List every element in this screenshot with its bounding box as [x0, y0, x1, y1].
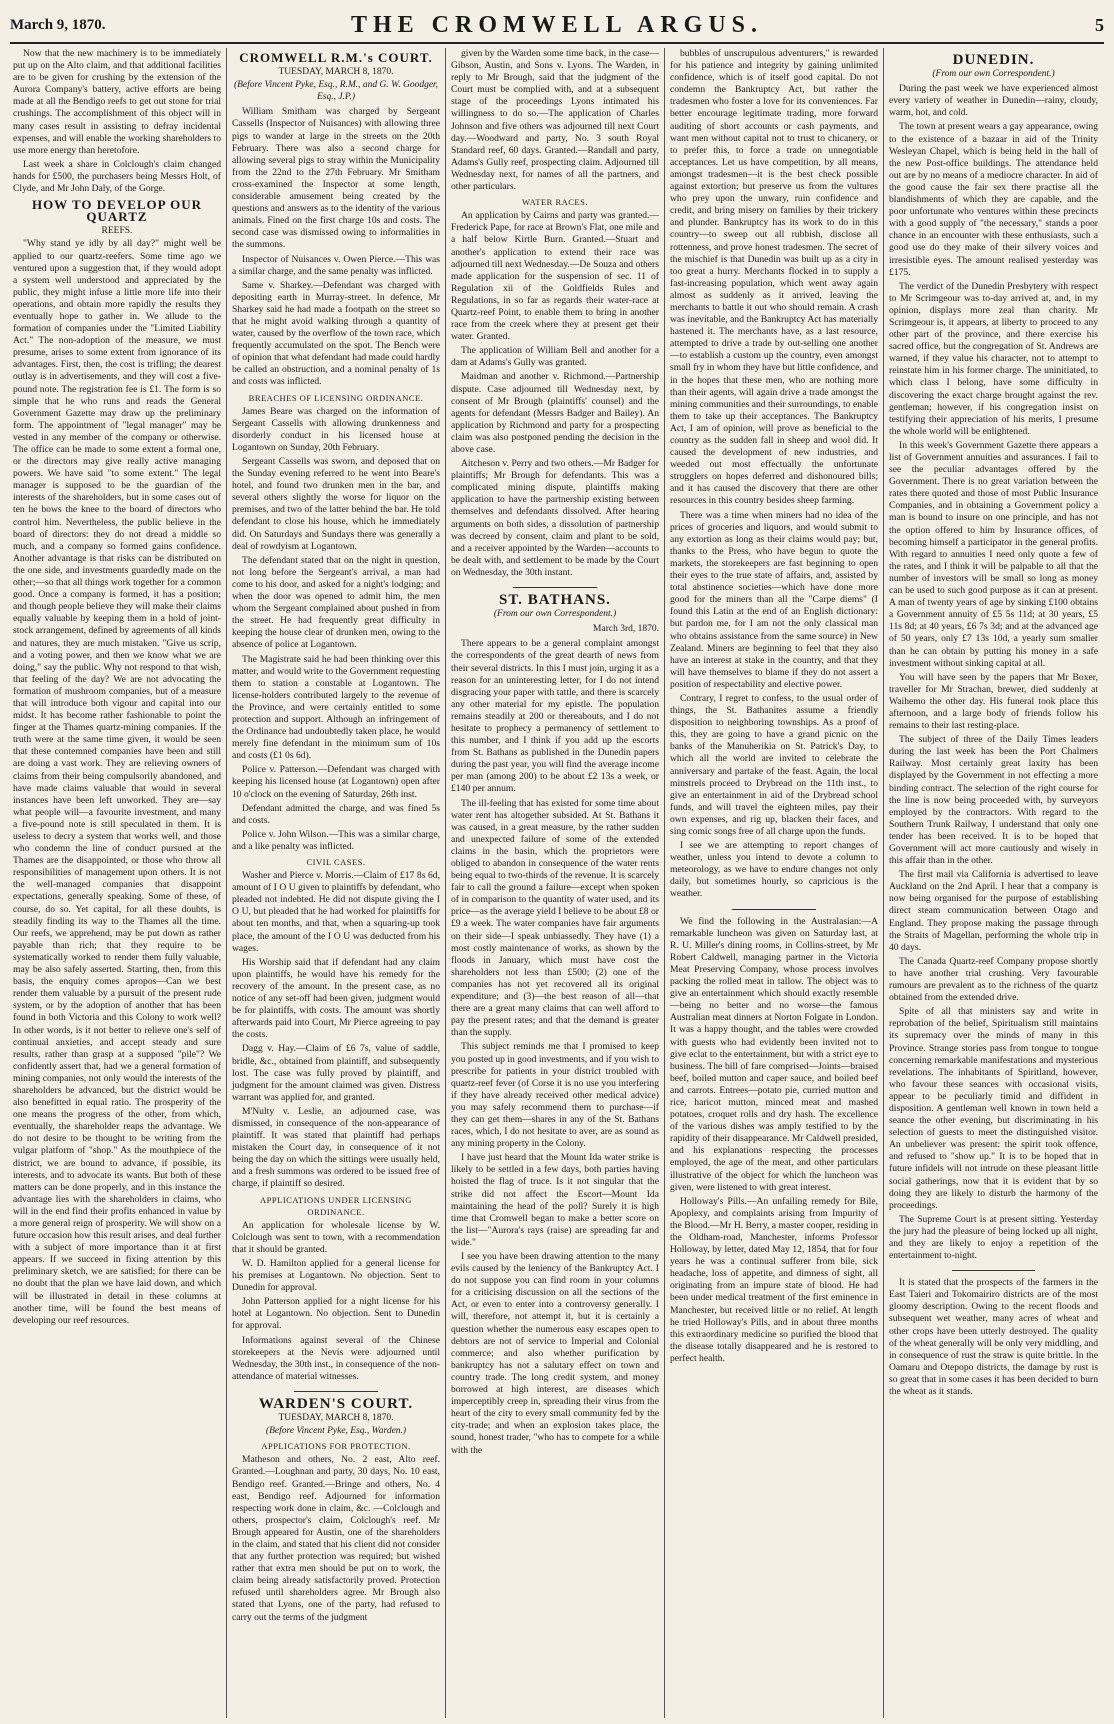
correspondent-line: (From our own Correspondent.): [932, 69, 1055, 80]
paragraph: The subject of three of the Daily Times leaders during the last week has been the Port Chalmers Railway. Most certainly great laxity has been displayed by the Government in not effecting a more binding contract. The selection of the right course for the line is now being proceeded with, by surveyors employed by the contractors. With regard to the Southern Trunk Railway, I understand that only one tender has been received. It is to be hoped that Government will act more cautiously and wisely in this affair than in the other.: [889, 734, 1098, 867]
subsection-heading: CIVIL CASES.: [306, 857, 366, 867]
paragraph: You will have seen by the papers that Mr Boxer, traveller for Mr Strachan, brewer, died suddenly at Waihemo the other day. His funeral took place this afternoon, and a large body of friends follow his remains to their last resting-place.: [889, 671, 1098, 732]
paragraph: The town at present wears a gay appearance, owing to the existence of a bazaar in aid of the Trinity Wesleyan Chapel, which is being held in the hall of the new Post-office buildings. The attendance held out are by no means of a mediocre character. In aid of the good cause the fair sex there practise all the blandishments of which they are capable, and the poor unfortunate who ventures within these precincts with a good supply of "the necessary," stands a poor chance in an encounter with these enthusiasts, such a good use do they make of their silvery voices and irresistible eyes. The amount realised yesterday was £175.: [889, 121, 1098, 278]
divider: [732, 909, 815, 910]
column-5: [884, 48, 1103, 1718]
paragraph: The Canada Quartz-reef Company propose shortly to have another trial crushing. Very favourable rumours are prevalent as to the richness of the quartz obtained from the extended drive.: [889, 955, 1098, 1004]
paragraph: The first mail via California is advertised to leave Auckland on the 2nd April. I hear that a company is now being organised for the purpose of establishing direct steam communication between Otago and England. They propose making the passage through the Straits of Magellan, performing the whole trip in 40 days.: [889, 869, 1098, 953]
paragraph: Maidman and another v. Richmond.—Partnership dispute. Case adjourned till Wednesday next, by consent of Mr Brough (plaintiffs' counsel) and the agents for defendant (Messrs Badger and Bailey). An application by Richmond and party for a prospecting claim was also postponed pending the decision in the above case.: [451, 371, 659, 455]
paragraph: bubbles of unscrupulous adventurers," is rewarded for his patience and integrity by gaining unlimited confidence, which is of itself good capital. Do not condemn the Bankruptcy Act, but rather the tradesmen who foster a love for its conveniences. Far better encourage legitimate trading, more forward auditing of short accounts or cash payments, and want men without capital not to trust to chicanery, or to prefer this, to force a trade on unnegotiable acceptances. Let us have competition, by all means, amongst tradesmen—it is the best check possible against extortion; but preserve us from the vultures who prey upon the unwary, ruin confidence and credit, and bring misery on families by their trickery and plunder. Bankruptcy has its work to do in this country—to sweep out all rubbish, disclose all rottenness, and prove honest tradesmen. The secret of the mischief is that Dunedin was built up as a city in too great a hurry. Merchants flocked in to supply a fast-increasing population, which went away again almost as suddenly as it arrived, leaving the merchants to battle it out who should remain. A crash was inevitable, and the Bankruptcy Act has materially hastened it. The merchants have, as a last resource, attempted to drive a trade by out-selling one another—to establish a custom up the country, even amongst small fry in whom they have but little confidence, and in the hopes that these men, who are nothing more than their agents, will again drive a trade amongst the mining communities and their surroundings, to enable them to take up their acceptances. The Bankruptcy Act, I am of opinion, will prove as beneficial to the country as the sudden fall in sheep and wool did. It caused the development of new industries, and weeded out most effectually the unfortunate strugglers on hopes deferred and dishonoured bills; and it has caused the discovery that there are other resources in this country besides sheep farming.: [670, 48, 878, 507]
paragraph: The ill-feeling that has existed for some time about water rent has altogether subsided. At St. Bathans it was caused, in a great measure, by the rather sudden and unexpected failure of some of the extended claims in the basin, which the proprietors were obliged to abandon in consequence of the water rents being equal to two-thirds of the revenue. It is scarcely fair to call the ground a failure—except when spoken of in comparison to the quantity of water used, and its price—as the average yield I believe to be about £8 or £9 a week. The water companies have fair arguments on their side—I speak unbiassedly. They have (1) a most costly maintenance of works, as shown by the floods in January, which must have cost the shareholders not less than £500; (2) one of the companies has not yet recovered all its original expenditure; and (3)—the best reason of all—that there are a great many claims that can well afford to pay the present rates; and that the demand is greater than the supply.: [451, 797, 659, 1039]
paragraph: In this week's Government Gazette there appears a list of Government annuities and assurances. I fail to see the peculiar advantages offered by the Government. There is no great variation between the rates there quoted and those of most Public Insurance Companies, and in obtaining a Government policy a man is bound to insure on one principle, and has not the option offered to him by Insurance offices, of becoming himself a participator in the general profits. With regard to annuities I need only quote a few of the rates, and I think it will be palpable to all that the number of investors will be small so long as money can be used to such good purpose as it can at present. A man of twenty years of age by sinking £100 obtains a Government annuity of £5 5s 11d; at 30 years, £5 11s 8d; at 40 years, £6 7s 3d; and at the advanced age of 50 years, only £7 13s 10d, a yearly sum smaller than he can obtain by putting his money in a safe investment without sinking capital at all.: [889, 439, 1098, 669]
subsection-heading: APPLICATIONS FOR PROTECTION.: [261, 1441, 411, 1452]
column-1: [8, 48, 227, 1718]
section-date: TUESDAY, MARCH 8, 1870.: [278, 1413, 394, 1424]
paragraph: His Worship said that if defendant had any claim upon plaintiffs, he would have his remedy for the recovery of the amount. In the present case, as no notice of any set-off had been given, judgment would be for plaintiffs, with costs. The amount was shortly afterwards paid into Court, Mr Pierce agreeing to pay the costs.: [232, 956, 440, 1041]
paragraph: Sergeant Cassells was sworn, and deposed that on the Sunday evening referred to he went into Beare's hotel, and found two drunken men in the bar, and several others slightly the worse for liquor on the premises, and two of the latter behind the bar. He told defendant to close his house, which he immediately did. On Saturdays and Sundays there was generally a deal of rowdyism at Logantown.: [232, 456, 440, 552]
section-date: TUESDAY, MARCH 8, 1870.: [278, 67, 394, 78]
page-number: 5: [1095, 14, 1104, 35]
masthead: [10, 8, 1104, 44]
paragraph: M'Nulty v. Leslie, an adjourned case, was dismissed, in consequence of the non-appearance of plaintiff. It was stated that plaintiff had perhaps mistaken the Court day, in consequence of it not being the day on which the sittings were usually held, and a fresh summons was ordered to be issued free of charge, if plaintiff so desired.: [232, 1105, 440, 1190]
section-bench: (Before Vincent Pyke, Esq., R.M., and G. W. Goodger, Esq., J.P.): [233, 80, 439, 103]
paragraph: given by the Warden some time back, in the case—Gibson, Austin, and Sons v. Lyons. The Warden, in reply to Mr Brough, said that the judgment of the Court must be complied with, and at a subsequent stage of the proceedings Lyons intimated his willingness to do so.—The application of Charles Johnson and five others was adjourned till next Court day.—Woodward and party, No. 3 south Royal Standard reef, 60 days. Granted.—Randall and party, Adams's Gully reef, prospecting claim. Adjourned till Wednesday next, for names of all the partners, and other particulars.: [451, 48, 659, 193]
divider: [952, 1270, 1036, 1271]
paragraph: Now that the new machinery is to be immediately put up on the Alto claim, and that additional facilities are to be given for crushing by the extension of the Aurora Company's battery, active efforts are being made at all the Bendigo reefs to get out stone for trial crushings. The accomplishment of this object will in many cases result in assisting to defray incidental expenses, and will enable the working shareholders to use more energy than heretofore.: [13, 48, 221, 156]
paragraph: Washer and Pierce v. Morris.—Claim of £17 8s 6d, amount of I O U given to plaintiffs by defendant, who pleaded not indebted. He did not dispute giving the I O U, but pleaded that he had worked for plaintiffs for about ten months, and that, when a squaring-up took place, the amount of the I O U was deducted from his wages.: [232, 870, 440, 954]
paragraph: Last week a share in Colclough's claim changed hands for £500, the purchasers being Messrs Holt, of Clyde, and Mr John Daly, of the Gorge.: [13, 158, 221, 195]
column-4: [665, 48, 884, 1718]
dateline: March 3rd, 1870.: [593, 624, 659, 635]
divider: [513, 587, 596, 588]
newspaper-title: THE CROMWELL ARGUS.: [350, 11, 764, 38]
issue-date: March 9, 1870.: [10, 16, 106, 33]
paragraph: We find the following in the Australasian:—A remarkable luncheon was given on Saturday last, at R. U. Miller's dining rooms, in Collins-street, by Mr Robert Caldwell, managing partner in the Victoria Meat Preserving Company, whose process involves packing the rolled meat in tallow. The object was to give an entertainment which should exactly resemble—being no better and no worse—the famous Australian meat dinners at Norton Folgate in London. It was a happy thought, and the tables were crowded with guests who had evidently been invited not to give eclat to the entertainment, but with a strict eye to business. The bill of fare comprised—Joints—braised beef, boiled mutton and caper sauce, and boiled beef and carrots. Entrees—potato pie, curried mutton and rice, haricot mutton, minced meat and mashed potatoes, croquet rolls and dry hash. The excellence of the various dishes was amply testified to by the rapidity of their disappearance. Mr Caldwell presided, and his explanations respecting the processes employed, the age of the meat, and other particulars illustrative of the object for which the luncheon was given, were listened to with great interest.: [670, 915, 878, 1193]
paragraph: Inspector of Nuisances v. Owen Pierce.—This was a similar charge, and the same penalty was inflicted.: [232, 253, 440, 277]
paragraph: There appears to be a general complaint amongst the correspondents of the great dearth of news from their several districts. In this I must join, urging it as a reason for an uninteresting letter, for I do not intend disgracing your paper with tattle, and there is scarcely any other material for my epistle. The population remains steadily at 200 or thereabouts, and I do not hesitate to prophecy a permanency of settlement to this number, and I think if you add up the escorts from St. Bathans as published in the Dunedin papers during the past year, you will find the average income per man (among 200) to be about £2 13s a week, or £140 per annum.: [451, 638, 659, 795]
paragraph: The Magistrate said he had been thinking over this matter, and would write to the Government requesting them to station a constable at Logantown. The license-holders contributed largely to the revenue of the Province, and were certainly entitled to some protection and support. Although an infringement of the Ordinance had undoubtedly taken place, he would merely fine defendant in the minimum sum of 10s and costs (£1 0s 6d).: [232, 653, 440, 762]
paragraph: An application by Cairns and party was granted.—Frederick Pape, for race at Brown's Flat, one mile and a half below Kirtle Burn. Granted.—Stuart and another's application to extend their race was adjourned till next Wednesday.—De Souza and others made application for the suspension of sec. 11 of Regulation xii of the Goldfields Rules and Regulations, in so far as regards their water-race at Quartz-reef Point, to enable them to bring in another race from the creek where they at present get their water. Granted.: [451, 210, 659, 343]
paragraph: The application of William Bell and another for a dam at Adams's Gully was granted.: [451, 345, 659, 369]
section-title: ST. BATHANS.: [499, 592, 611, 609]
paragraph: Police v. John Wilson.—This was a similar charge, and a like penalty was inflicted.: [232, 828, 440, 852]
paragraph: The verdict of the Dunedin Presbytery with respect to Mr Scrimgeour was to-day arrived at, and, in my opinion, displays more zeal than charity. Mr Scrimgeour is, it appears, at liberty to proceed to any other part of the province, and there exercise his sacred office, but the congregation of St. Andrews are warned, if they value his character, not to attempt to reinstate him in his former charge. The uninitiated, to which class I belong, have some difficulty in discovering the exact charge brought against the rev. gentleman; however, if his congregation insist on testifying their appreciation of his merits, I presume the whole world will be enlightened.: [889, 280, 1098, 437]
subsection-heading: WATER RACES.: [522, 197, 588, 208]
paragraph: Aitcheson v. Perry and two others.—Mr Badger for plaintiffs; Mr Brough for defendants. This was a complicated mining dispute, plaintiffs making application to have the partnership existing between themselves and defendants dissolved. After hearing arguments on both sides, a dissolution of partnership was decreed by consent, claim and plant to be sold, and a receiver appointed by the Warden—accounts to be dealt with, and settlement to be made by the Court on Wednesday, the 30th instant.: [451, 458, 659, 578]
paragraph: Defendant admitted the charge, and was fined 5s and costs.: [232, 802, 440, 826]
paragraph: John Patterson applied for a night license for his hotel at Logantown. No objection. Sent to Dunedin for approval.: [232, 1296, 440, 1332]
correspondent-line: (From our own Correspondent.): [493, 609, 617, 620]
paragraph: This subject reminds me that I promised to keep you posted up in good investments, and if you wish to prescribe for patients in your district troubled with quartz-reef fever (of Corse it is no use you interfering if they have already received other medical advice) you may safely recommend them to purchase—if they can get them—shares in any of the St. Bathans races, which, I do not hesitate to aver, are as sound as any mining property in the Colony.: [451, 1041, 659, 1150]
paragraph: The Supreme Court is at present sitting. Yesterday the jury had the pleasure of being locked up all night, and they are likely to enjoy a repetition of the entertainment to-night.: [889, 1213, 1098, 1262]
paragraph: James Beare was charged on the information of Sergeant Cassells with allowing drunkenness and disorderly conduct in his licensed house at Logantown on Sunday, 20th February.: [232, 405, 440, 453]
paragraph: Spite of all that ministers say and write in reprobation of the belief, Spiritualism still maintains its supremacy over the minds of many in this Province. Strange stories pass from tongue to tongue concerning remarkable manifestations and mysterious revelations. The inhabitants of Spiritland, however, who favour these seances with occasional visits, appear to be peculiarly timid and diffident in disposition. A gentleman well known in town held a seance the other evening, but discriminating in his selection of guests to meet the distinguished visitor. An unbeliever was present: the spirit took offence, and refused to "show up." It is to be hoped that in future infidels will not intrude on these pleasant little social gatherings, now that it is evident that by so doing they are likely to disturb the harmony of the proceedings.: [889, 1006, 1098, 1211]
paragraph: Police v. Patterson.—Defendant was charged with keeping his licensed house (at Logantown) open after 10 o'clock on the evening of Saturday, 26th inst.: [232, 764, 440, 800]
column-3: [446, 48, 665, 1718]
paragraph: W. D. Hamilton applied for a general license for his premises at Logantown. No objection. Sent to Dunedin for approval.: [232, 1258, 440, 1294]
paragraph: William Smitham was charged by Sergeant Cassells (Inspector of Nuisances) with allowing three pigs to wander at large in the streets on the 20th February. There was also a second charge for allowing several pigs to stray within the Municipality from the 22nd to the 27th February. Mr Smitham cross-examined the Inspector at some length, considerable amusement being created by the questions and answers as to the identity of the various animals. Fined on the first charge 10s and costs. The second case was dismissed owing to informalities in the summons.: [232, 106, 440, 251]
article-heading: HOW TO DEVELOP OUR QUARTZ: [31, 197, 203, 225]
paragraph: During the past week we have experienced almost every variety of weather in Dunedin—rainy, cloudy, warm, hot, and cold.: [889, 83, 1098, 119]
paragraph: Informations against several of the Chinese storekeepers at the Nevis were adjourned until Wednesday, the 30th inst., in consequence of the non-attendance of material witnesses.: [232, 1334, 440, 1382]
paragraph: I have just heard that the Mount Ida water strike is likely to be settled in a few days, both parties having hoisted the flag of truce. Is it not singular that the strike did not affect the Escort—Mount Ida maintaining the head of the poll? Surely it is high time that Cromwell began to make a better score on the list—"Aurora's rays (raise) are spreading far and wide.": [451, 1152, 659, 1248]
paragraph: Same v. Sharkey.—Defendant was charged with depositing earth in Murray-street. In defence, Mr Sharkey said he had made a footpath on the street so that he might avoid walking through a quantity of water, caused by the overflow of the town race, which frequently accumulated on the spot. The Bench were of opinion that what defendant had made could hardly be called an obstruction, and a nominal penalty of 1s and costs was inflicted.: [232, 279, 440, 388]
column-2: [227, 48, 446, 1718]
paragraph: Contrary, I regret to confess, to the usual order of things, the St. Bathanites assume a friendly disposition to neighboring townships. As a proof of this, they are going to have a grand picnic on the banks of the Manuherikia on St. Patrick's Day, to which all the world are invited to celebrate the anniversary and partake of the feast. Again, the local minstrels proceed to Drybread on the 11th inst., to give an entertainment in aid of the Drybread school funds, and will travel the eighteen miles, pay their own expenses, and rig up, blacken their faces, and sing comic songs free of all charge upon the funds.: [670, 692, 878, 837]
paragraph: I see you have been drawing attention to the many evils caused by the leniency of the Bankruptcy Act. I do not suppose you can find room in your columns for a criticising discussion on all the sections of the Act, or even to enter into a controversy generally. I will, therefore, not attempt it, but it is certainly a question whether the numerous easy escapes open to debtors are not of service to Imperial and Colonial commerce; and also whether purification by bankruptcy has not a salutary effect on town and country trade. The long credit system, and money borrowed at high interest, are diseases which imperceptibly creep in, spreading their virus from the heart of the city to every small community fed by the city-trade; and when an explosion takes place, the sound, honest trader, "who has to compete for a while with the: [451, 1251, 659, 1456]
paragraph: Dagg v. Hay.—Claim of £6 7s, value of saddle, bridle, &c., obtained from plaintiff, and subsequently lost. The case was fully proved by plaintiff, and judgment for the amount claimed was given. Distress warrant was applied for, and granted.: [232, 1043, 440, 1103]
section-title: WARDEN'S COURT.: [258, 1395, 414, 1412]
paragraph: Matheson and others, No. 2 east, Alto reef. Granted.—Loughnan and party, 30 days, No. 10 east, Bendigo reef. Granted.—Bringe and others, No. 4 east, Bendigo reef. Adjourned for information respecting work done in claim, &c. —Colclough and others, prospector's claim, Colclough's reef. Mr Brough appeared for Austin, one of the shareholders in the claim, and stated that his client did not consider that any further protection was required; but wished rather that extra men should be put on to work, the claim being already satisfactorily proved. Protection refused until shareholders agree. Mr Brough also stated that Lyons, one of the party, had refused to carry out the terms of the judgment: [232, 1454, 440, 1623]
paragraph: "Why stand ye idly by all day?" might well be applied to our quartz-reefers. Some time ago we ventured upon a suggestion that, if they would adopt a system well understood and appreciated by the public, they might infuse a little more life into their operations, and obtain more rapidly the results they eventually hope to gather in. We allude to the formation of companies under the "Limited Liability Act." The non-adoption of the measure, we must presume, arises to some extent from ignorance of its advantages. First, then, the cost is trifling; the dearest outlay is in advertisements, and they will cost a five-pound note. The registration fee is £1. The form is so simple that he who runs and reads the General Government Gazette may draw up the preliminary form. The appointment of "legal manager" may be vested in any member of the company or otherwise. The office can be made to some extent a formal one, or the directors may give really active managing powers. We have said "to some extent." The legal manager is supposed to be the guardian of the interests of the shareholders, but in some cases out of ten he bows the knee to the board of directors who control him. Nevertheless, the public believe in the board of directors: they do not dread a middle so much, and a company so formed gains confidence. Another advantage is that risks can be distributed on the one side, and investments guardedly made on the other;—so that all things work together for a common good. Once a company is formed, it has a position; and though people believe they will make their claims equally valuable by keeping them in a hold of joint-stock arrangement, defined by agreements of all kinds and natures, they are much mistaken. "Give us scrip, and a voting power, and then we know what we are doing," say the public. Why not respond to that wish, that feeling of the day? We are not advocating the formation of mushroom companies, but of a measure that will introduce both vigour and capital into our midst. It has become rather fashionable to point the finger at the Thames quartz-mining companies. If the truth were at the same time given, it would be seen that these contemned companies have been and still are doing a vast work. They are relieving owners of claims from their being compulsorily abandoned, and have made claims valuable that would in several instances have been left unworked. They are—say what people will—a favourite investment, and many a five-pound note is still speculated in them. It is useless to decry a system that works well, and those who condemn the line of conduct pursued at the Thames are the disappointed, or those who throw all responsibilities of management upon others. It is not the well-managed companies that disappoint expectations, generally speaking. Some of these, of course, do so. Yet capital, for all these doubts, is steadily finding its way to the Thames all the time. Our reefs, we apprehend, may be put down as rather payable than rich; that they require to be systematically worked to render them fully valuable, may be also safely asserted. Starting, then, from this basis, the enquiry comes apropos—Can we best render them valuable by a pursuit of the present rude system, or by the adoption of another that has been found in both Victoria and this Colony to work well? In other words, is it not better to relieve one's self of continual anxieties, and accept steady and sure results, rather than grasp at a supposed "pile"? We confidently assert that, had we a general formation of mining companies, not only would the interests of the shareholders be advanced, but the district would be also benefitted in equal ratio. The prosperity of the one means the progress of the other, from which, eventually, the shareholder reaps the advantage. We do not desire to be thought to be writing from the vulgar platform of "shop." As the mouthpiece of the district, we are bound to advance, if possible, its interests, and to advocate its wants. But both of these matters can be done properly, and in this instance the advantage lies with the shareholders in claims, who will in the end find their profits enhanced in value by a more general reign of prosperity. We will show on a future occasion how this result arises, and deal further with a subject of more importance than it at first appears. If we succeed in fixing attention by this preliminary sketch, we are satisfied; for there can be no doubt that the plan we have laid down, and which will be illustrated in detail in these columns at another time, will be found the best means of developing our reef resources.: [13, 238, 221, 1326]
subsection-heading: BREACHES OF LICENSING ORDINANCE.: [248, 392, 424, 403]
section-bench: (Before Vincent Pyke, Esq., Warden.): [265, 1426, 407, 1437]
paragraph: The defendant stated that on the night in question, not long before the Sergeant's arrival, a man had come to his door, and asked for a night's lodging; and when the door was opened to admit him, the men whom the Sergeant complained about pushed in from the street. He had frequently great difficulty in keeping the house clear of drunken men, owing to the absence of police at Logantown.: [232, 554, 440, 651]
section-title: DUNEDIN.: [952, 52, 1035, 68]
paragraph: An application for wholesale license by W. Colclough was sent to town, with a recommendation that it should be granted.: [232, 1219, 440, 1255]
subsection-heading: APPLICATIONS UNDER LICENSING ORDINANCE.: [260, 1194, 412, 1217]
paragraph: Holloway's Pills.—An unfailing remedy for Bile, Apoplexy, and complaints arising from Impurity of the Blood.—Mr H. Berry, a master cooper, residing in the Oldham-road, Manchester, informs Professor Holloway, by letter, dated May 12, 1854, that for four years he was a continual sufferer from bile, sick headache, loss of appetite, and dimness of sight, all originating from an impure state of blood. He had been under medical treatment of the first eminence in Manchester, but received little or no relief. At length he tried Holloway's Pills, and in about three months this extraordinary medicine so purified the blood that the disease totally disappeared and he is restored to perfect health.: [670, 1195, 878, 1364]
paragraph: I see we are attempting to report changes of weather, unless you intend to devote a column to meteorology, as we have to endure changes not only daily, but sometimes hourly, so capricious is the weather.: [670, 840, 878, 900]
paragraph: It is stated that the prospects of the farmers in the East Taieri and Tokomairiro districts are of the most gloomy description. Owing to the recent floods and subsequent wet weather, many acres of wheat and other crops have been utterly destroyed. The quality of the wheat generally will be only very middling, and in consequence of rust the straw is quite brittle. In the Oamaru and Otepopo districts, the damage by rust is so great that in some cases it has been decided to burn the wheat as it stands.: [889, 1277, 1098, 1398]
section-title: CROMWELL R.M.'s COURT.: [239, 50, 433, 65]
columns: [8, 48, 1106, 1718]
divider: [294, 1391, 377, 1392]
article-heading-line2: REEFS.: [101, 226, 133, 237]
paragraph: There was a time when miners had no idea of the prices of groceries and liquors, and would submit to any extortion as long as their claims would pay; but, thanks to the Press, who have begun to quote the markets, the storekeepers are fast beginning to open their eyes to the true state of affairs, and, assisted by total abstinence societies—which have done more good for the miners than all the "Carpe diems" (I found this Latin at the end of an English dictionary: but pardon me, for I am not the only classical man who obtains assistance from the same source) in New Zealand. Miners are beginning to feel that they also have an interest at stake in the country, and that they will have themselves to blame if they do not assert a position of respectability and elective power.: [670, 509, 878, 690]
